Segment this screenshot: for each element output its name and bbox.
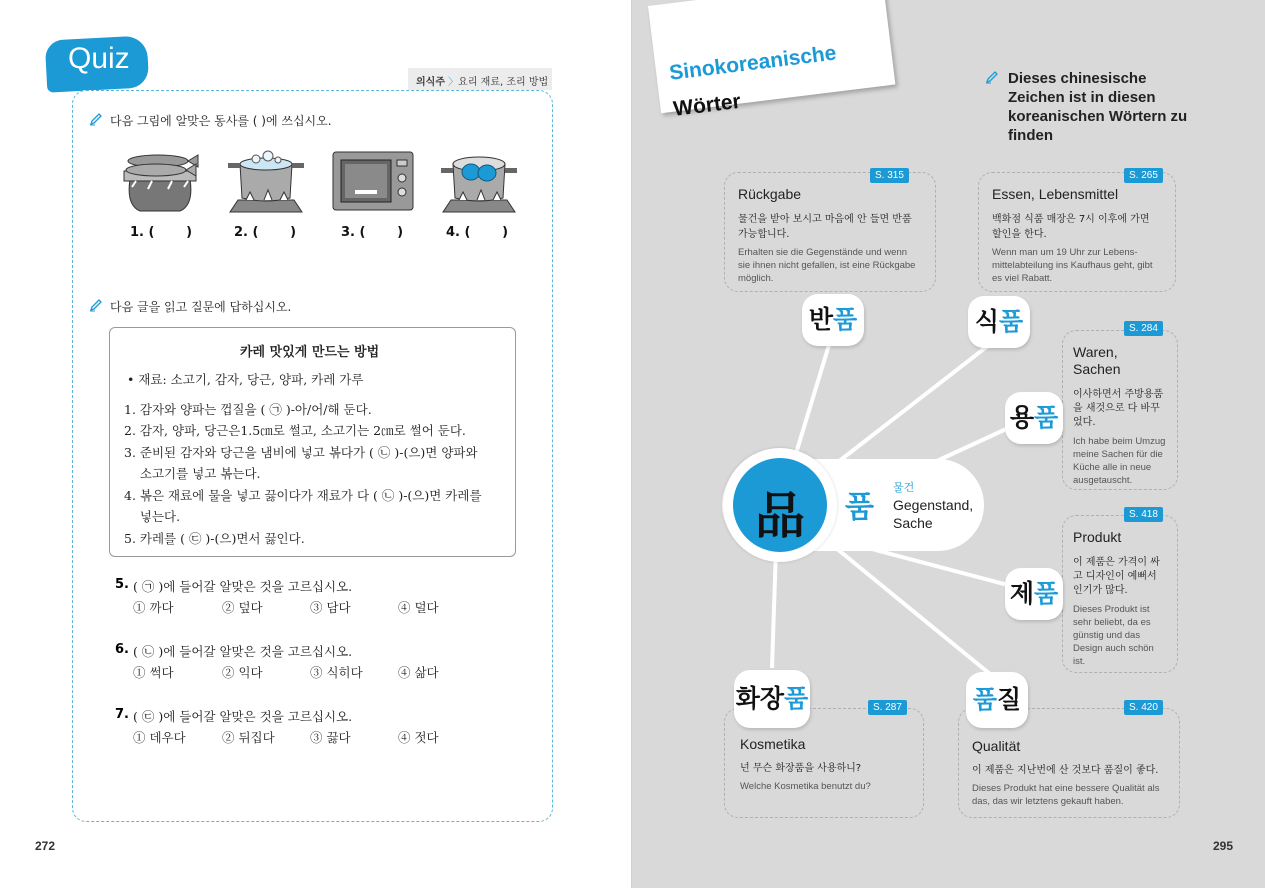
word-example-de: mittelabteilung ins Kaufhaus geht, gibt	[992, 260, 1153, 271]
quiz-title: Quiz	[68, 42, 130, 75]
word-example-ko: 이 제품은 지난번에 산 것보다 품질이 좋다.	[972, 765, 1159, 776]
word-meaning: Sachen	[1073, 361, 1121, 377]
node-yongpum: 용품	[1005, 392, 1063, 444]
question-6-text: ( ㉡ )에 들어갈 알맞은 것을 고르십시오.	[133, 644, 353, 659]
microwave-icon	[331, 150, 415, 212]
option[interactable]: ① 썩다	[133, 665, 174, 680]
word-example-de: Ich habe beim Umzug	[1073, 436, 1166, 447]
option[interactable]: ④ 덜다	[398, 600, 439, 615]
word-example-de: Design auch schön	[1073, 643, 1154, 654]
option[interactable]: ① 데우다	[133, 730, 186, 745]
word-example-ko: 가능합니다.	[738, 229, 790, 240]
node-banpum: 반품	[802, 294, 864, 346]
heading-text: Dieses chinesische Zeichen ist in diesen koreanischen Wörtern zu finden	[1008, 70, 1188, 144]
recipe-step: 5. 카레를 ( ㉢ )-(으)면서 끓인다.	[124, 531, 305, 546]
page-number-right: 295	[1213, 839, 1234, 853]
center-german-line-2: Sache	[893, 515, 933, 531]
title-line-1: Sinokoreanische	[668, 41, 838, 85]
center-german-meaning	[893, 496, 973, 532]
word-meaning: Produkt	[1073, 529, 1122, 545]
word-example-ko: 인기가 많다.	[1073, 585, 1128, 596]
word-example-de: Küche alle in neue	[1073, 462, 1152, 473]
word-example-de: günstig und das	[1073, 630, 1141, 641]
question-5-text: ( ㉠ )에 들어갈 알맞은 것을 고르십시오.	[133, 579, 353, 594]
word-example-de: es viel Rabatt.	[992, 273, 1053, 284]
figure-2-label: 2. ( )	[234, 225, 297, 240]
node-jepum: 제품	[1005, 568, 1063, 620]
chevron-right-icon: 〉	[444, 77, 459, 88]
option[interactable]: ② 덮다	[222, 600, 263, 615]
word-example-de: ausgetauscht.	[1073, 475, 1133, 486]
page-number-left: 272	[35, 839, 56, 853]
word-example-de: Dieses Produkt ist	[1073, 604, 1150, 615]
recipe-ingredients: • 재료: 소고기, 감자, 당근, 양파, 카레 가루	[127, 372, 364, 387]
page-tag: S. 420	[1124, 700, 1163, 715]
steaming-pot-icon	[437, 148, 521, 216]
recipe-step: 1. 감자와 양파는 껍질을 ( ㉠ )-아/어/해 둔다.	[124, 402, 372, 417]
recipe-step: 넣는다.	[124, 509, 181, 524]
topic-rest: 요리 재료, 조리 방법	[458, 77, 549, 88]
boiling-pot-icon	[224, 146, 308, 216]
option[interactable]: ③ 끓다	[310, 730, 351, 745]
word-example-de: Welche Kosmetika benutzt du?	[740, 781, 871, 792]
question-6-number: 6.	[115, 642, 129, 657]
word-example-de: ist.	[1073, 656, 1086, 667]
page-tag: S. 265	[1124, 168, 1163, 183]
option[interactable]: ② 익다	[222, 665, 263, 680]
recipe-step: 2. 감자, 양파, 당근은1.5㎝로 썰고, 소고기는 2㎝로 썰어 둔다.	[124, 423, 466, 438]
instruction-1: 다음 그림에 알맞은 동사를 ( )에 쓰십시오.	[110, 114, 332, 128]
page-tag: S. 315	[870, 168, 909, 183]
grilled-fish-icon	[118, 143, 202, 215]
figure-4-label: 4. ( )	[446, 225, 509, 240]
recipe-step: 소고기를 넣고 볶는다.	[124, 466, 261, 481]
option[interactable]: ① 까다	[133, 600, 174, 615]
word-example-ko: 이 제품은 가격이 싸	[1073, 557, 1160, 568]
page-tag: S. 418	[1124, 507, 1163, 522]
center-korean-meaning: 물건	[893, 481, 915, 494]
word-example-de: meine Sachen für die	[1073, 449, 1163, 460]
option[interactable]: ④ 젓다	[398, 730, 439, 745]
word-example-ko: 백화점 식품 매장은 7시 이후에 가면	[992, 214, 1150, 225]
question-5-number: 5.	[115, 577, 129, 592]
word-example-de: möglich.	[738, 273, 774, 284]
word-example-de: Wenn man um 19 Uhr zur Lebens-	[992, 247, 1138, 258]
node-hwajangpum: 화장품	[734, 670, 810, 728]
word-example-de: Erhalten sie die Gegenstände und wenn	[738, 247, 908, 258]
word-example-ko: 할인을 한다.	[992, 229, 1047, 240]
node-sikpum: 식품	[968, 296, 1030, 348]
option[interactable]: ④ 삶다	[398, 665, 439, 680]
option[interactable]: ② 뒤집다	[222, 730, 275, 745]
topic-bold: 의식주	[416, 77, 445, 88]
word-example-ko: 고 디자인이 예뻐서	[1073, 571, 1157, 582]
figure-3-label: 3. ( )	[341, 225, 404, 240]
figure-1-label: 1. ( )	[130, 225, 193, 240]
word-example-ko: 었다.	[1073, 417, 1096, 428]
question-7-number: 7.	[115, 707, 129, 722]
recipe-title: 카레 맛있게 만드는 방법	[240, 345, 380, 360]
word-example-ko: 물건을 받아 보시고 마음에 안 들면 반품	[738, 214, 912, 225]
word-example-de: das, das wir letztens gekauft haben.	[972, 796, 1124, 807]
option[interactable]: ③ 식히다	[310, 665, 363, 680]
word-meaning: Qualität	[972, 738, 1021, 754]
recipe-step: 3. 준비된 감자와 당근을 냄비에 넣고 볶다가 ( ㉡ )-(으)면 양파와	[124, 445, 478, 460]
recipe-step: 4. 볶은 재료에 물을 넣고 끓이다가 재료가 다 ( ㉡ )-(으)면 카레를	[124, 488, 482, 503]
word-example-de: sehr beliebt, da es	[1073, 617, 1151, 628]
center-german-line-1: Gegenstand,	[893, 497, 974, 513]
word-example-de: sie ihnen nicht gefallen, ist eine Rückgabe	[738, 260, 916, 271]
word-example-ko: 이사하면서 주방용품	[1073, 389, 1164, 400]
pencil-icon	[89, 112, 103, 126]
center-hangul: 품	[845, 490, 874, 525]
word-meaning: Kosmetika	[740, 736, 806, 752]
topic-label	[408, 68, 552, 90]
title-line-2: Wörter	[672, 89, 742, 121]
node-pumjil: 품질	[966, 672, 1028, 728]
pencil-icon	[89, 298, 103, 312]
word-example-de: Dieses Produkt hat eine bessere Qualität als	[972, 783, 1160, 794]
word-example-ko: 을 새것으로 다 바꾸	[1073, 403, 1160, 414]
center-hanja: 品	[755, 487, 805, 545]
word-meaning: Essen, Lebensmittel	[992, 186, 1119, 202]
page-tag: S. 287	[868, 700, 907, 715]
page-tag: S. 284	[1124, 321, 1163, 336]
word-meaning: Rückgabe	[738, 186, 802, 202]
instruction-2: 다음 글을 읽고 질문에 답하십시오.	[110, 300, 292, 314]
question-7-text: ( ㉢ )에 들어갈 알맞은 것을 고르십시오.	[133, 709, 353, 724]
word-example-ko: 넌 무슨 화장품을 사용하니?	[740, 763, 862, 774]
word-meaning: Waren,	[1073, 344, 1118, 360]
option[interactable]: ③ 담다	[310, 600, 351, 615]
